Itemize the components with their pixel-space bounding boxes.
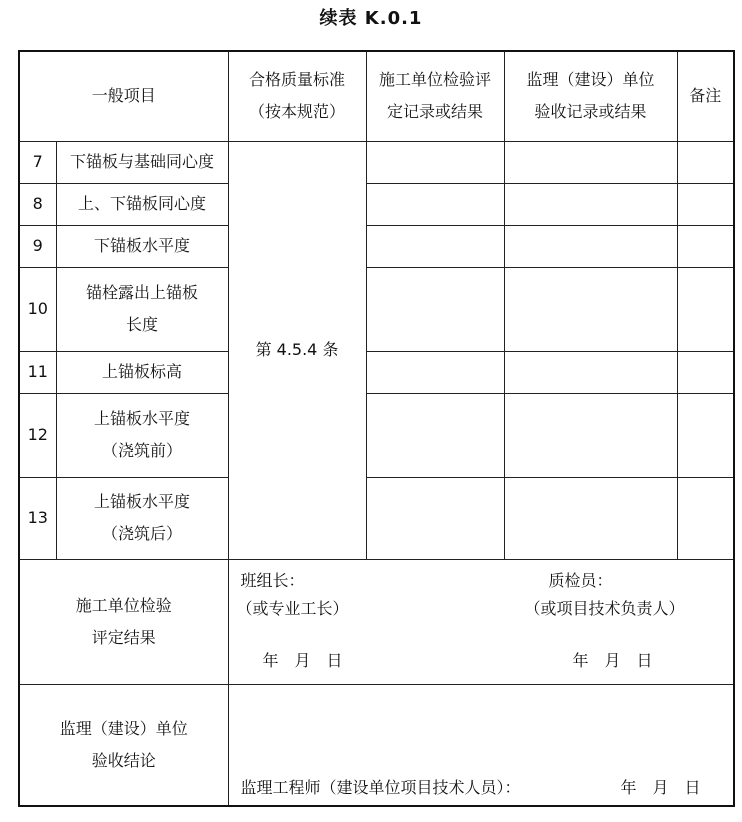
remarks-cell[interactable] <box>677 477 734 559</box>
row-item: 上锚板标高 <box>56 351 228 393</box>
constructor-record-cell[interactable] <box>366 141 504 183</box>
constructor-result-signature[interactable] <box>228 559 734 684</box>
table-row <box>19 477 734 559</box>
row-item: 下锚板水平度 <box>56 225 228 267</box>
row-item-line2: （浇筑前） <box>102 441 183 460</box>
remarks-cell[interactable] <box>677 141 734 183</box>
constructor-record-cell[interactable] <box>366 267 504 351</box>
header-standard-line1: 合格质量标准 <box>249 70 346 90</box>
supervisor-record-cell[interactable] <box>504 183 677 225</box>
supervisor-conclusion-label <box>19 684 228 806</box>
table-row <box>19 141 734 183</box>
header-row <box>19 51 734 141</box>
constructor-result-label-line2: 评定结果 <box>91 627 156 647</box>
inspector-label: 质检员： <box>548 570 613 590</box>
remarks-cell[interactable] <box>677 351 734 393</box>
conclusion-date: 年 月 日 <box>620 777 701 797</box>
inspector-alt-label: （或项目技术负责人） <box>524 598 685 618</box>
row-item <box>56 393 228 477</box>
row-item-line2: （浇筑后） <box>102 524 183 543</box>
row-number: 13 <box>19 477 56 559</box>
supervisor-record-cell[interactable] <box>504 225 677 267</box>
supervisor-conclusion-label-line2: 验收结论 <box>91 750 156 770</box>
remarks-cell[interactable] <box>677 267 734 351</box>
supervising-engineer-label: 监理工程师（建设单位项目技术人员）： <box>240 777 521 797</box>
header-standard <box>228 51 366 141</box>
row-item-line1: 上锚板水平度 <box>94 409 191 428</box>
supervisor-record-cell[interactable] <box>504 351 677 393</box>
header-general-item: 一般项目 <box>19 51 228 141</box>
row-number: 9 <box>19 225 56 267</box>
row-item: 上、下锚板同心度 <box>56 183 228 225</box>
table-row <box>19 267 734 351</box>
standard-cell: 第 4.5.4 条 <box>228 141 366 559</box>
row-item <box>56 267 228 351</box>
row-item <box>56 477 228 559</box>
supervisor-record-cell[interactable] <box>504 141 677 183</box>
header-remarks: 备注 <box>677 51 734 141</box>
header-supervisor-line1: 监理（建设）单位 <box>526 70 655 90</box>
inspection-table <box>18 50 735 807</box>
constructor-record-cell[interactable] <box>366 393 504 477</box>
header-supervisor <box>504 51 677 141</box>
constructor-record-cell[interactable] <box>366 225 504 267</box>
row-number: 12 <box>19 393 56 477</box>
header-standard-line2: （按本规范） <box>249 102 346 122</box>
header-supervisor-line2: 验收记录或结果 <box>534 102 647 122</box>
supervisor-record-cell[interactable] <box>504 267 677 351</box>
team-leader-alt-label: （或专业工长） <box>236 598 349 618</box>
table-row <box>19 393 734 477</box>
supervisor-record-cell[interactable] <box>504 477 677 559</box>
row-item-line1: 上锚板水平度 <box>94 492 191 511</box>
row-number: 11 <box>19 351 56 393</box>
row-number: 7 <box>19 141 56 183</box>
table-row <box>19 351 734 393</box>
constructor-record-cell[interactable] <box>366 351 504 393</box>
remarks-cell[interactable] <box>677 393 734 477</box>
header-constructor-line1: 施工单位检验评 <box>379 70 492 90</box>
constructor-result-label <box>19 559 228 684</box>
team-leader-label: 班组长： <box>240 570 305 590</box>
header-constructor <box>366 51 504 141</box>
table-row <box>19 183 734 225</box>
constructor-record-cell[interactable] <box>366 183 504 225</box>
date-right: 年 月 日 <box>572 650 653 670</box>
row-number: 10 <box>19 267 56 351</box>
constructor-result-label-line1: 施工单位检验 <box>75 595 172 615</box>
constructor-result-row <box>19 559 734 684</box>
supervisor-conclusion-signature[interactable] <box>228 684 734 806</box>
supervisor-record-cell[interactable] <box>504 393 677 477</box>
row-item-line1: 锚栓露出上锚板 <box>86 283 199 302</box>
row-number: 8 <box>19 183 56 225</box>
supervisor-conclusion-row <box>19 684 734 806</box>
remarks-cell[interactable] <box>677 183 734 225</box>
remarks-cell[interactable] <box>677 225 734 267</box>
constructor-record-cell[interactable] <box>366 477 504 559</box>
supervisor-conclusion-label-line1: 监理（建设）单位 <box>59 718 188 738</box>
table-row <box>19 225 734 267</box>
date-left: 年 月 日 <box>262 650 343 670</box>
header-constructor-line2: 定记录或结果 <box>387 102 484 122</box>
row-item: 下锚板与基础同心度 <box>56 141 228 183</box>
row-item-line2: 长度 <box>126 315 159 334</box>
page-title: 续表 K.0.1 <box>319 8 423 29</box>
